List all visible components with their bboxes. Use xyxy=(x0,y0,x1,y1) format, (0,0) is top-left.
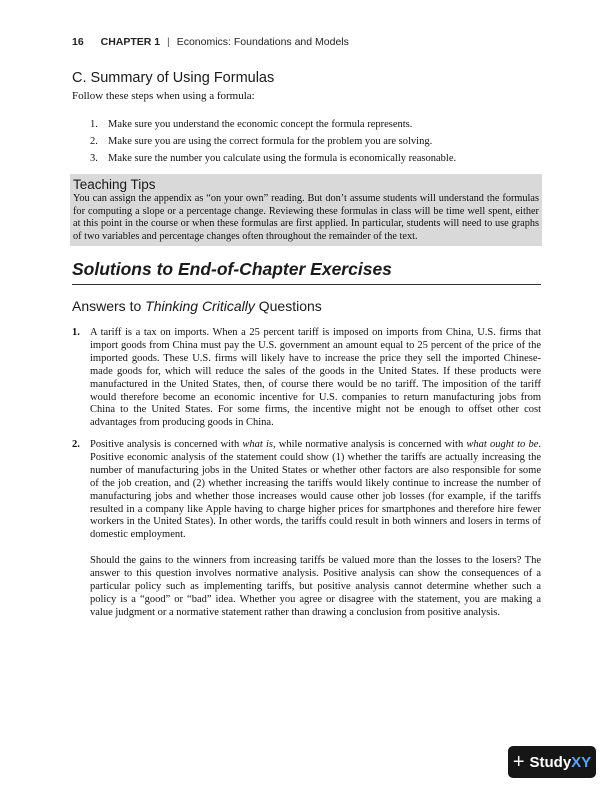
answers-heading-pre: Answers to xyxy=(72,298,146,314)
list-item xyxy=(90,150,456,167)
section-c-title: C. Summary of Using Formulas xyxy=(72,70,275,86)
answer-1-text: A tariff is a tax on imports. When a 25 percent tariff is imposed on imports from China, U.S. firms that import goods from China must pay the U.S. government an amount equal to 25 percent of the price of the imported goods. These U.S. firms will likely have to increase the price they sell the imported Chinese-made goods for, which will reduce the sales of the goods in the United States. If these products were manufactured in the United States, then, of course there would be no tariff. The imposition of the tariff would therefore become an economic incentive for U.S. companies to return manufacturing jobs from China to the United States. For some firms, the incentive might not be enough to offset other cost advantages from producing goods in China. xyxy=(90,327,541,429)
list-number: 1. xyxy=(90,119,98,130)
plus-icon: + xyxy=(512,750,525,773)
list-text: Make sure the number you calculate using the formula is economically reasonable. xyxy=(108,153,457,164)
formula-steps-list xyxy=(90,116,456,167)
answer-number: 2. xyxy=(72,439,80,450)
chapter-title: Economics: Foundations and Models xyxy=(176,36,349,48)
list-text: Make sure you understand the economic concept the formula represents. xyxy=(108,119,413,130)
teaching-tips-box xyxy=(70,174,542,246)
list-number: 3. xyxy=(90,153,98,164)
answer-2-paragraph-1 xyxy=(90,439,541,542)
answer-2 xyxy=(72,439,541,620)
teaching-tips-title: Teaching Tips xyxy=(73,177,156,192)
answers-heading-em: Thinking Critically xyxy=(145,298,255,314)
section-c-intro: Follow these steps when using a formula: xyxy=(72,90,255,102)
list-item xyxy=(90,116,456,133)
heading-rule xyxy=(72,284,541,285)
header-separator: | xyxy=(167,36,170,48)
answer-2-text-c: . Positive economic analysis of the statement could show (1) whether the tariffs are actually increasing the number of manufacturing jobs in the United States or whether other factors are also responsible for some of the job creation, and (2) whether increasing the tariffs would likely continue to increase the number of manufacturing jobs and whether those increases would cause other job losses (for example, if the tariffs resulted in a company like Apple having to charge higher prices for smartphones and therefore hire fewer workers in the United States). In other words, the tariffs could result in both winners and losers in terms of domestic employment. xyxy=(90,439,541,541)
answer-2-text-a: Positive analysis is concerned with xyxy=(90,439,243,450)
list-item xyxy=(90,133,456,150)
answer-1 xyxy=(72,327,541,430)
solutions-heading: Solutions to End-of-Chapter Exercises xyxy=(72,259,392,279)
answers-heading xyxy=(72,298,322,314)
answer-2-text-b: , while normative analysis is concerned with xyxy=(272,439,467,450)
brand-study: Study xyxy=(529,753,572,771)
page-number: 16 xyxy=(72,36,84,48)
answer-2-paragraph-2: Should the gains to the winners from increasing tariffs be valued more than the losses to the losers? The answer to this question involves normative analysis. Positive analysis can show the consequences of a particular policy such as implementing tariffs, but positive analysis cannot determine whether such a policy is a “good” or “bad” idea. Whether you agree or disagree with the statement, you are making a value judgment or a normative statement rather than drawing a conclusion from positive analysis. xyxy=(90,555,541,618)
brand-xy: XY xyxy=(571,753,592,771)
answer-number: 1. xyxy=(72,327,80,338)
studyxy-badge[interactable] xyxy=(508,746,596,778)
list-number: 2. xyxy=(90,136,98,147)
list-text: Make sure you are using the correct formula for the problem you are solving. xyxy=(108,136,433,147)
running-header xyxy=(72,36,349,48)
answer-2-emphasis-what-ought: what ought to be xyxy=(466,439,539,450)
teaching-tips-body: You can assign the appendix as “on your own” reading. But don’t assume students will understand the formulas for computing a slope or a percentage change. Reviewing these formulas in class will be time well spent, either at this point in the course or when these formulas are first applied. In particular, students will need to use graphs of two variables and percentage changes often throughout the remainder of the text. xyxy=(73,193,539,242)
chapter-label: CHAPTER 1 xyxy=(100,36,161,48)
answer-2-emphasis-what-is: what is xyxy=(242,439,273,450)
answers-heading-post: Questions xyxy=(254,298,322,314)
